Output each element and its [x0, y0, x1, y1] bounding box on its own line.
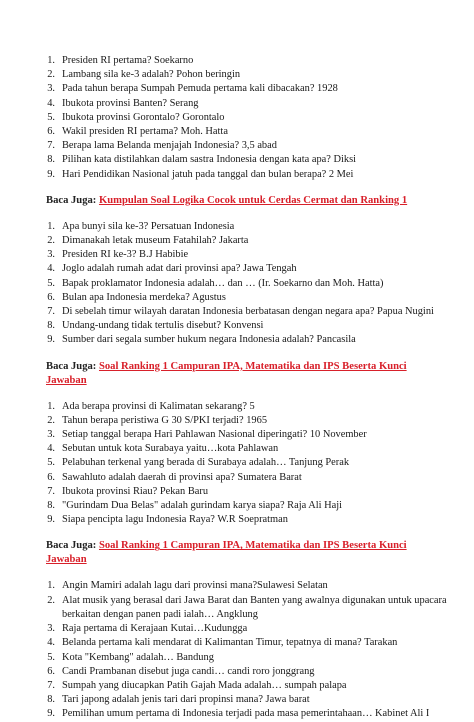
list-item: 4. Joglo adalah rumah adat dari provinsi apa? Jawa Tengah	[47, 263, 297, 275]
list-item: 9. Hari Pendidikan Nasional jatuh pada tanggal dan bulan berapa? 2 Mei	[47, 168, 354, 180]
baca-juga-3	[46, 539, 474, 567]
list-item: 4. Sebutan untuk kota Surabaya yaitu…kota Pahlawan	[47, 443, 279, 455]
list-item: 1. Ada berapa provinsi di Kalimatan sekarang? 5	[47, 400, 255, 412]
list-item: 1. Apa bunyi sila ke-3? Persatuan Indonesia	[47, 220, 235, 232]
list-item: 8. Pilihan kata distilahkan dalam sastra Indonesia dengan kata apa? Diksi	[47, 154, 357, 166]
list-item: 7. Ibukota provinsi Riau? Pekan Baru	[47, 485, 209, 497]
question-list-4	[0, 579, 474, 721]
list-item: 9. Sumber dari segala sumber hukum negara Indonesia adalah? Pancasila	[47, 334, 356, 346]
baca-juga-label: Baca Juga:	[46, 194, 97, 206]
list-item: 8. "Gurindam Dua Belas" adalah gurindam karya siapa? Raja Ali Haji	[47, 500, 342, 512]
list-item: 9. Pemilihan umum pertama di Indonesia terjadi pada masa pemerintahaan… Kabinet Ali I	[47, 708, 430, 720]
baca-juga-label: Baca Juga:	[46, 540, 97, 552]
list-item: 5. Kota "Kembang" adalah… Bandung	[47, 651, 214, 663]
list-item: 7. Di sebelah timur wilayah daratan Indonesia berbatasan dengan negara apa? Papua Nugini	[47, 306, 434, 318]
list-item: 7. Berapa lama Belanda menjajah Indonesia? 3,5 abad	[47, 140, 277, 152]
list-item: 8. Undang-undang tidak tertulis disebut? Konvensi	[47, 320, 264, 332]
list-item: 5. Ibukota provinsi Gorontalo? Gorontalo	[47, 111, 225, 123]
list-item: 9. Siapa pencipta lagu Indonesia Raya? W.R Soepratman	[47, 514, 288, 526]
related-article-link[interactable]: Soal Ranking 1 Campuran IPA, Matematika dan IPS Beserta Kunci Jawaban	[46, 540, 407, 566]
baca-juga-1	[46, 194, 474, 208]
list-item: 6. Wakil presiden RI pertama? Moh. Hatta	[47, 126, 228, 138]
baca-juga-label: Baca Juga:	[46, 360, 97, 372]
related-article-link[interactable]: Kumpulan Soal Logika Cocok untuk Cerdas Cermat dan Ranking 1	[98, 194, 408, 206]
list-item: 4. Belanda pertama kali mendarat di Kalimantan Timur, tepatnya di mana? Tarakan	[47, 637, 398, 649]
list-item: 8. Tari japong adalah jenis tari dari propinsi mana? Jawa barat	[47, 694, 310, 706]
list-item: 2. Alat musik yang berasal dari Jawa Barat dan Banten yang awalnya digunakan untuk upacara berkaitan dengan panen padi ialah… Angklung	[47, 594, 447, 620]
list-item: 3. Raja pertama di Kerajaan Kutai…Kudungga	[47, 623, 248, 635]
list-item: 1. Presiden RI pertama? Soekarno	[47, 55, 194, 66]
baca-juga-2	[46, 360, 474, 388]
question-list-1	[0, 54, 474, 182]
list-item: 2. Lambang sila ke-3 adalah? Pohon beringin	[47, 69, 241, 81]
list-item: 5. Bapak proklamator Indonesia adalah… dan … (Ir. Soekarno dan Moh. Hatta)	[47, 277, 384, 289]
list-item: 6. Candi Prambanan disebut juga candi… candi roro jonggrang	[47, 665, 315, 677]
list-item: 5. Pelabuhan terkenal yang berada di Surabaya adalah… Tanjung Perak	[47, 457, 350, 469]
question-list-3	[0, 400, 474, 528]
list-item: 6. Bulan apa Indonesia merdeka? Agustus	[47, 291, 226, 303]
question-list-2	[0, 220, 474, 348]
list-item: 7. Sumpah yang diucapkan Patih Gajah Mada adalah… sumpah palapa	[47, 679, 347, 691]
list-item: 2. Tahun berapa peristiwa G 30 S/PKI terjadi? 1965	[47, 414, 268, 426]
list-item: 6. Sawahluto adalah daerah di provinsi apa? Sumatera Barat	[47, 471, 302, 483]
list-item: 4. Ibukota provinsi Banten? Serang	[47, 97, 199, 109]
related-article-link[interactable]: Soal Ranking 1 Campuran IPA, Matematika dan IPS Beserta Kunci Jawaban	[46, 360, 407, 386]
list-item: 1. Angin Mamiri adalah lagu dari provinsi mana?Sulawesi Selatan	[47, 580, 328, 592]
list-item: 2. Dimanakah letak museum Fatahilah? Jakarta	[47, 235, 249, 247]
list-item: 3. Pada tahun berapa Sumpah Pemuda pertama kali dibacakan? 1928	[47, 83, 338, 95]
list-item: 3. Setiap tanggal berapa Hari Pahlawan Nasional diperingati? 10 November	[47, 429, 367, 441]
list-item: 3. Presiden RI ke-3? B.J Habibie	[47, 249, 189, 261]
